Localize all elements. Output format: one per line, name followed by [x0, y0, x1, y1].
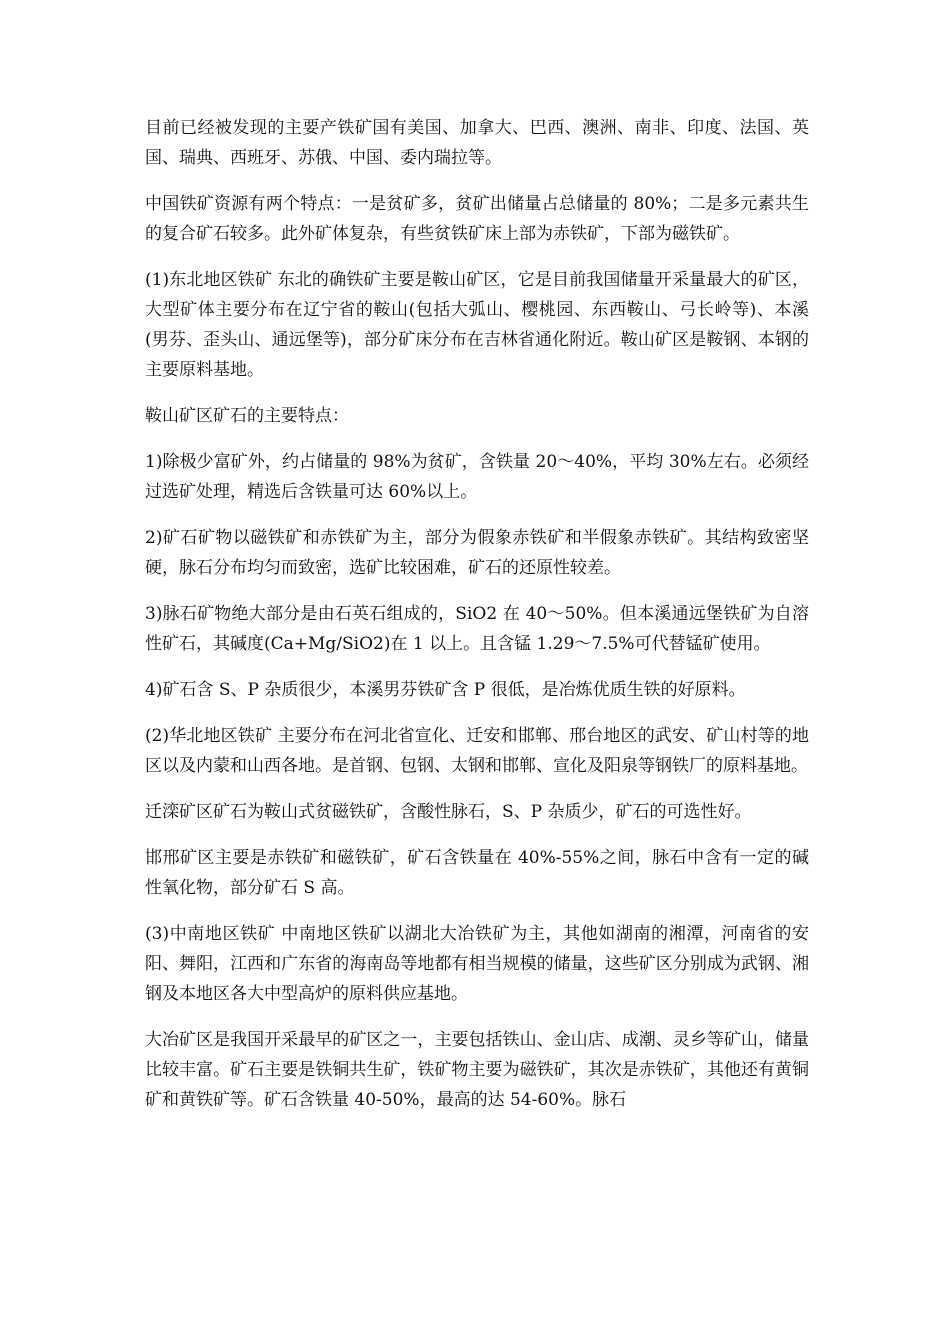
paragraph-feature-4: 4)矿石含 S、P 杂质很少，本溪男芬铁矿含 P 很低，是冶炼优质生铁的好原料。	[145, 680, 746, 700]
paragraph-feature-1: 1)除极少富矿外，约占储量的 98%为贫矿，含铁量 20～40%，平均 30%左右。必须经过选矿处理，精选后含铁量可达 60%以上。	[145, 452, 809, 502]
paragraph-hanxing-district: 邯邢矿区主要是赤铁矿和磁铁矿，矿石含铁量在 40%-55%之间，脉石中含有一定的碱性氧化物，部分矿石 S 高。	[145, 848, 809, 898]
paragraph-central-south-region: (3)中南地区铁矿 中南地区铁矿以湖北大冶铁矿为主，其他如湖南的湘潭，河南省的安阳、舞阳，江西和广东省的海南岛等地都有相当规模的储量，这些矿区分别成为武钢、湘钢及本地区各大中型高炉的原料供应基地。	[145, 924, 809, 1004]
paragraph-daye-district: 大冶矿区是我国开采最早的矿区之一，主要包括铁山、金山店、成潮、灵乡等矿山，储量比较丰富。矿石主要是铁铜共生矿，铁矿物主要为磁铁矿，其次是赤铁矿，其他还有黄铜矿和黄铁矿等。矿石含铁量 40-50%，最高的达 54-60%。脉石	[145, 1030, 809, 1110]
paragraph-anshan-features-heading: 鞍山矿区矿石的主要特点：	[145, 406, 349, 426]
paragraph-feature-2: 2)矿石矿物以磁铁矿和赤铁矿为主，部分为假象赤铁矿和半假象赤铁矿。其结构致密坚硬，脉石分布均匀而致密，选矿比较困难，矿石的还原性较差。	[145, 528, 809, 578]
paragraph-north-china-region: (2)华北地区铁矿 主要分布在河北省宣化、迁安和邯郸、邢台地区的武安、矿山村等的地区以及内蒙和山西各地。是首钢、包钢、太钢和邯郸、宣化及阳泉等钢铁厂的原料基地。	[145, 726, 809, 776]
document-page	[145, 113, 809, 1131]
paragraph-iron-ore-countries: 目前已经被发现的主要产铁矿国有美国、加拿大、巴西、澳洲、南非、印度、法国、英国、瑞典、西班牙、苏俄、中国、委内瑞拉等。	[145, 118, 809, 168]
paragraph-feature-3: 3)脉石矿物绝大部分是由石英石组成的，SiO2 在 40～50%。但本溪通远堡铁矿为自溶性矿石，其碱度(Ca+Mg/SiO2)在 1 以上。且含锰 1.29～7.5%可代替锰矿使用。	[145, 604, 809, 654]
paragraph-northeast-region: (1)东北地区铁矿 东北的确铁矿主要是鞍山矿区，它是目前我国储量开采量最大的矿区，大型矿体主要分布在辽宁省的鞍山(包括大弧山、樱桃园、东西鞍山、弓长岭等)、本溪(男芬、歪头山、通远堡等)，部分矿床分布在吉林省通化附近。鞍山矿区是鞍钢、本钢的主要原料基地。	[145, 270, 809, 380]
paragraph-china-iron-features: 中国铁矿资源有两个特点：一是贫矿多，贫矿出储量占总储量的 80%；二是多元素共生的复合矿石较多。此外矿体复杂，有些贫铁矿床上部为赤铁矿，下部为磁铁矿。	[145, 194, 809, 244]
paragraph-qianluan-district: 迁滦矿区矿石为鞍山式贫磁铁矿，含酸性脉石，S、P 杂质少，矿石的可选性好。	[145, 802, 752, 822]
